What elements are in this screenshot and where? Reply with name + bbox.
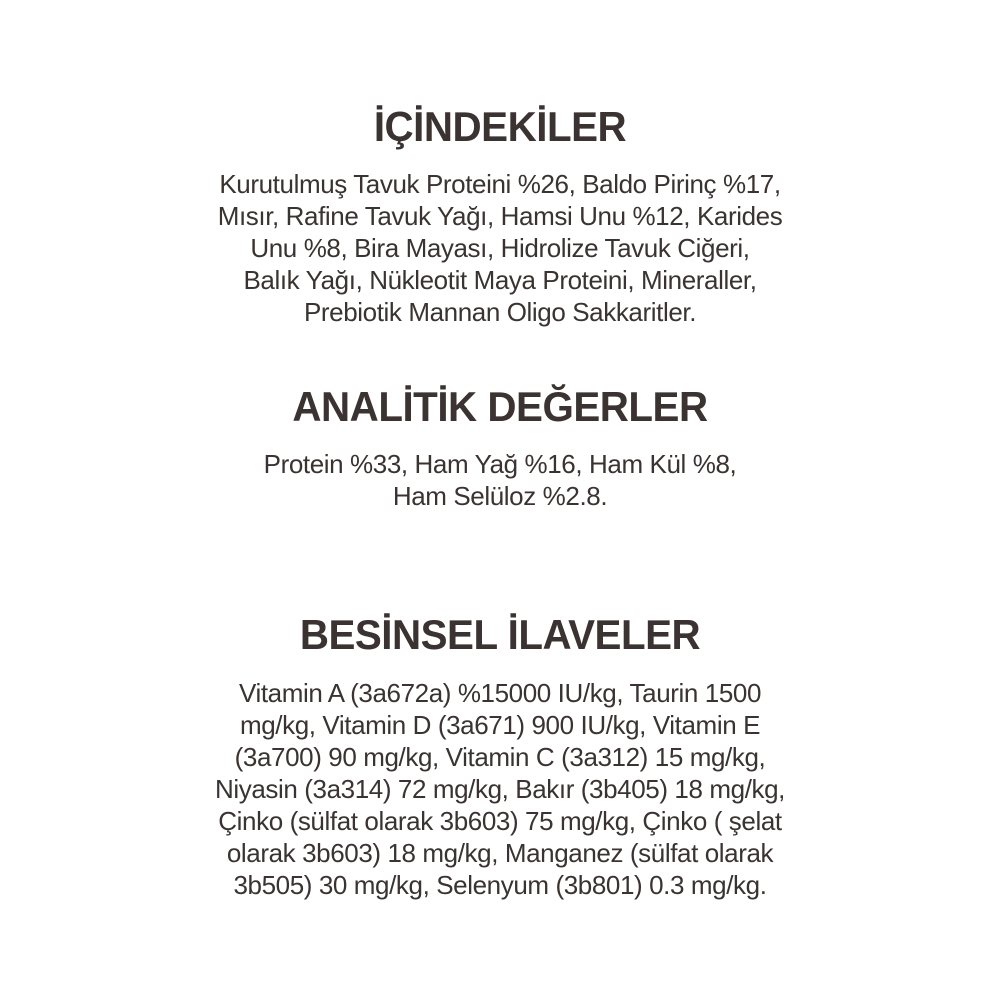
section-analytical-values (120, 384, 880, 512)
ingredients-line: Prebiotik Mannan Oligo Sakkaritler. (303, 297, 697, 328)
ingredients-body (120, 168, 880, 328)
ingredients-line: Balık Yağı, Nükleotit Maya Proteini, Mineraller, (243, 265, 757, 296)
nutritional-additives-line: Niyasin (3a314) 72 mg/kg, Bakır (3b405) 18 mg/kg, (214, 773, 786, 804)
section-ingredients (120, 104, 880, 328)
analytical-values-line: Ham Selüloz %2.8. (392, 481, 608, 512)
ingredients-title: İÇİNDEKİLER (373, 103, 627, 150)
section-nutritional-additives (120, 612, 880, 900)
nutritional-additives-body (120, 677, 880, 901)
ingredients-line: Kurutulmuş Tavuk Proteini %26, Baldo Pirinç %17, (219, 169, 781, 200)
nutritional-additives-line: mg/kg, Vitamin D (3a671) 900 IU/kg, Vitamin E (239, 709, 761, 740)
ingredients-line: Mısır, Rafine Tavuk Yağı, Hamsi Unu %12, Karides (217, 201, 783, 232)
nutritional-additives-line: (3a700) 90 mg/kg, Vitamin C (3a312) 15 mg/kg, (234, 741, 766, 772)
nutritional-additives-line: Vitamin A (3a672a) %15000 IU/kg, Taurin 1500 (238, 677, 762, 708)
analytical-values-body (120, 448, 880, 512)
nutritional-additives-line: Çinko (sülfat olarak 3b603) 75 mg/kg, Çinko ( şelat (218, 805, 782, 836)
nutritional-additives-line: 3b505) 30 mg/kg, Selenyum (3b801) 0.3 mg/kg. (233, 869, 767, 900)
nutritional-additives-line: olarak 3b603) 18 mg/kg, Manganez (sülfat olarak (226, 837, 774, 868)
label-panel (120, 0, 880, 901)
analytical-values-title: ANALİTİK DEĞERLER (292, 383, 708, 431)
analytical-values-line: Protein %33, Ham Yağ %16, Ham Kül %8, (263, 449, 737, 480)
nutritional-additives-title: BESİNSEL İLAVELER (299, 611, 701, 659)
ingredients-line: Unu %8, Bira Mayası, Hidrolize Tavuk Ciğeri, (250, 233, 750, 264)
